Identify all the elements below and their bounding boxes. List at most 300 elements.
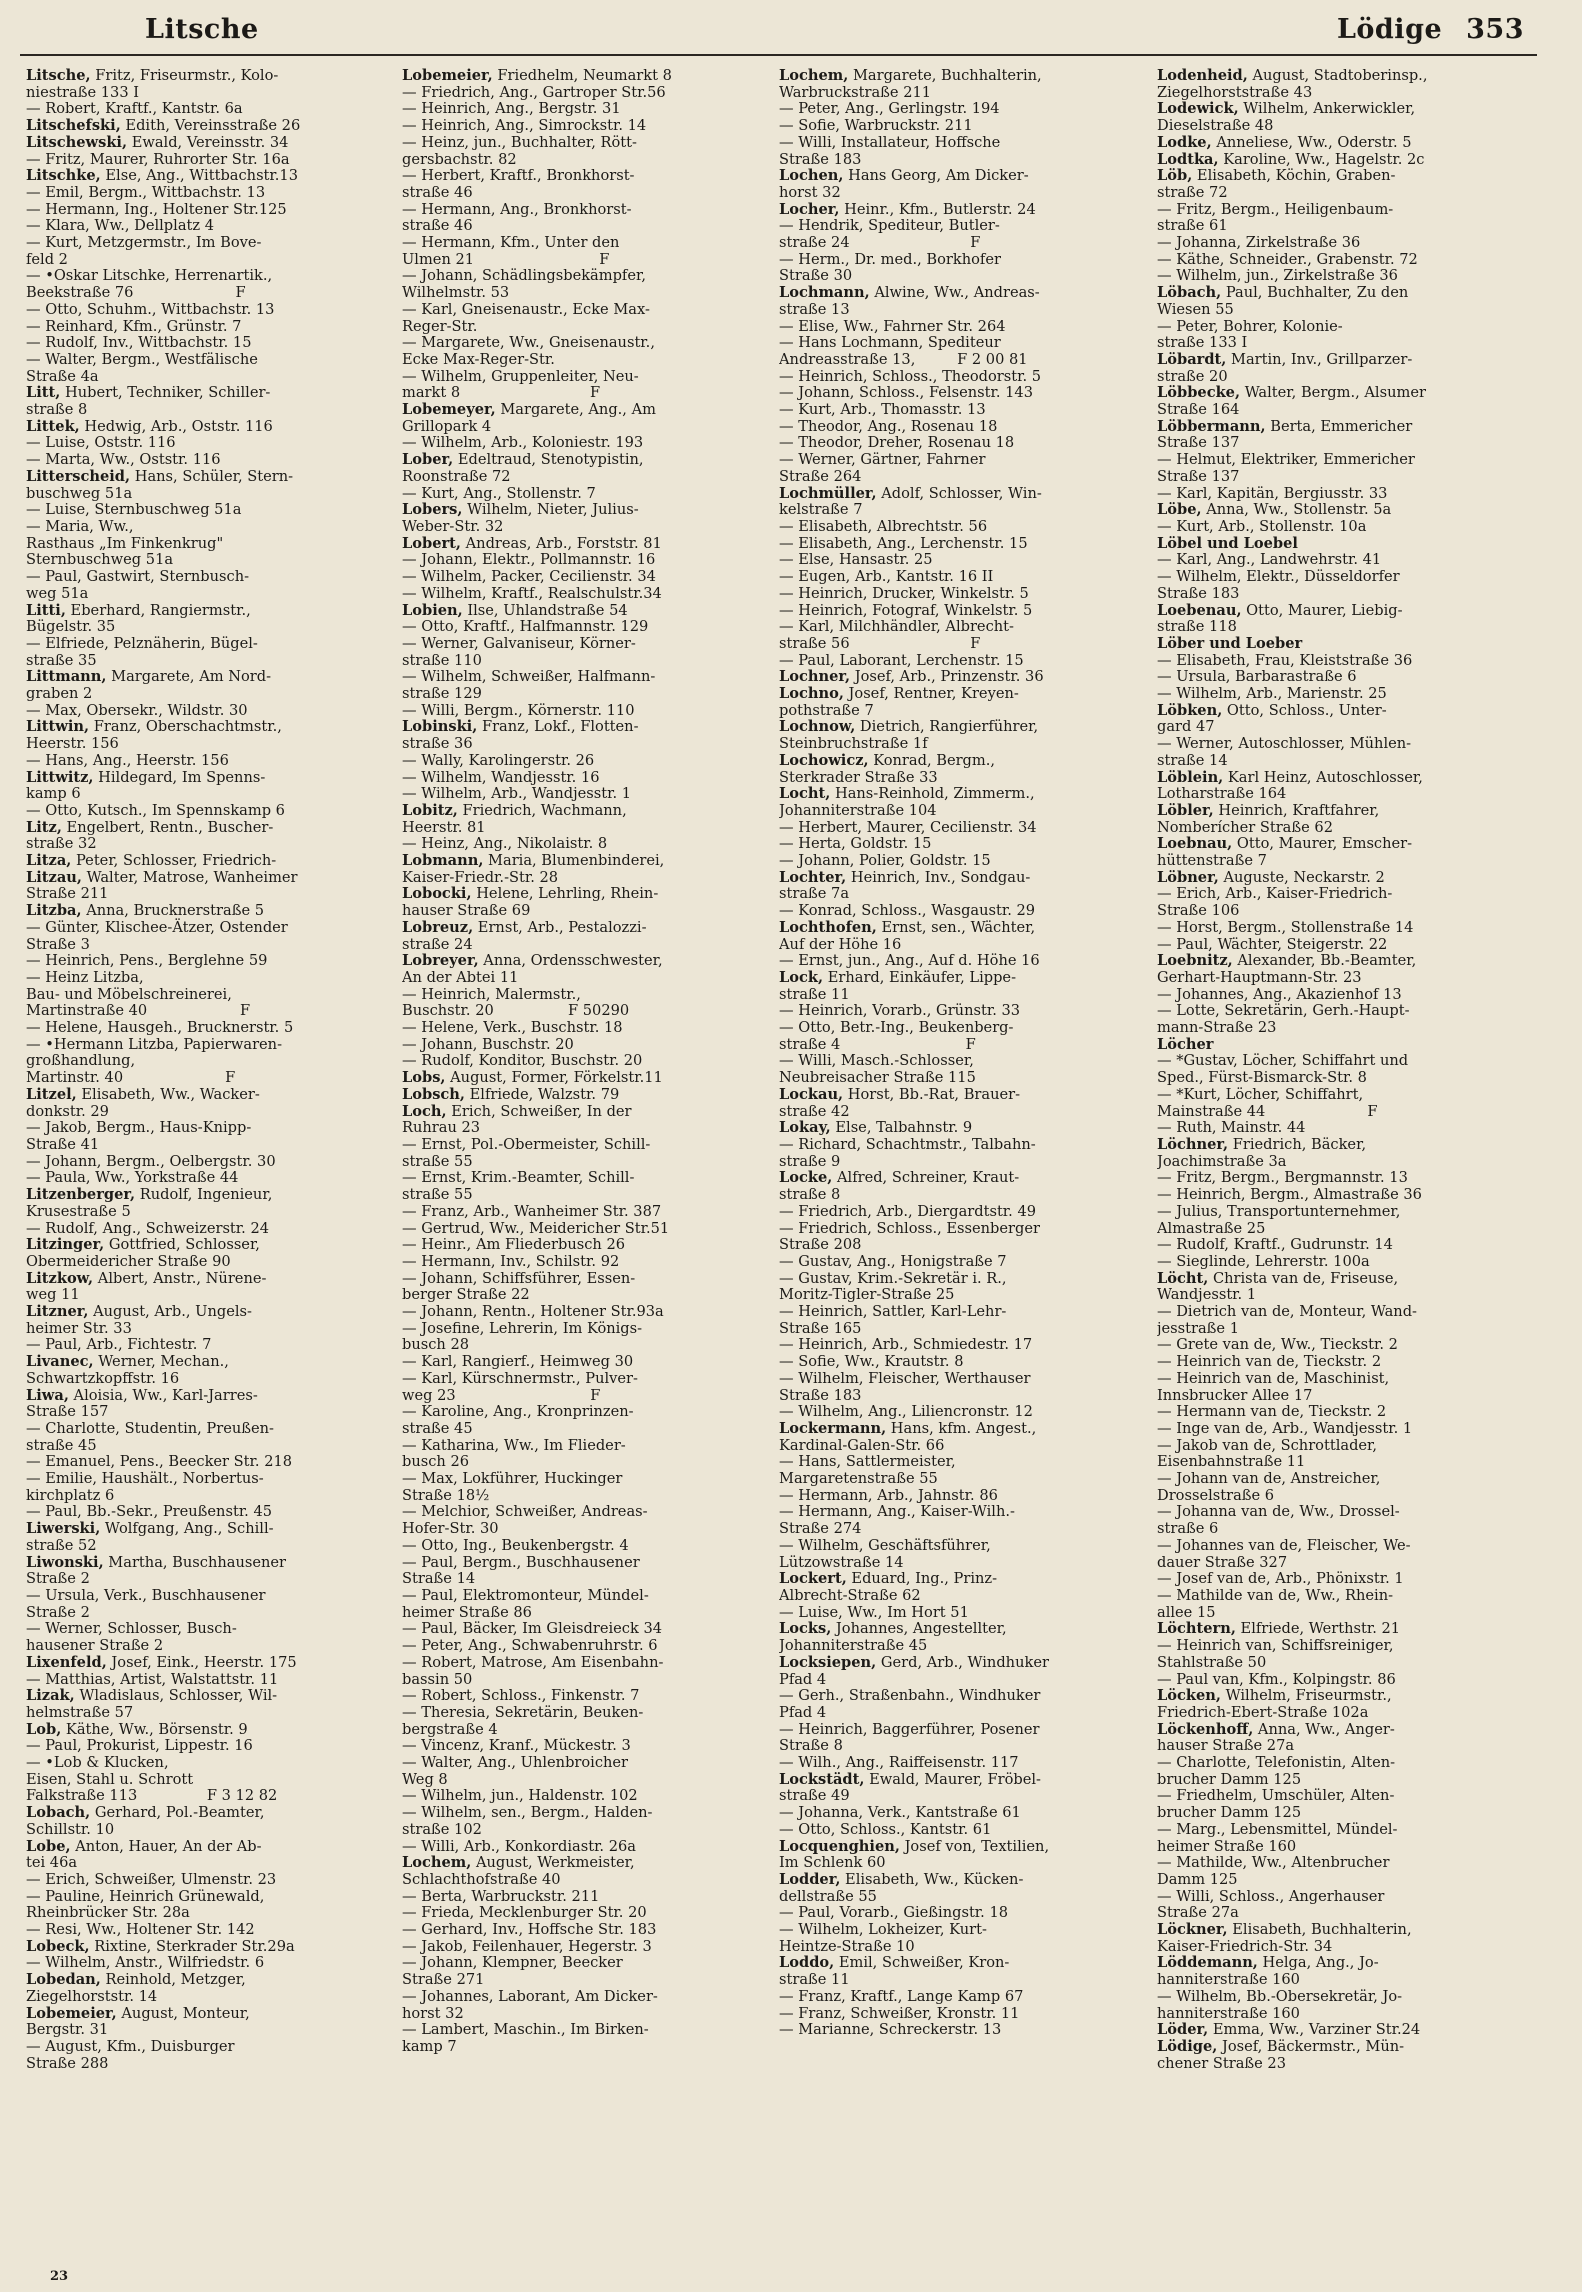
entry-details: — Paul, Arb., Fichtestr. 7	[26, 1336, 212, 1354]
entry-details: — Paul, Vorarb., Gießingstr. 18	[779, 1904, 1009, 1922]
entry-details: — Herbert, Maurer, Cecilienstr. 34	[779, 818, 1037, 836]
directory-entry	[402, 1839, 762, 1856]
directory-entry	[779, 135, 1139, 168]
directory-entry	[779, 1020, 1139, 1053]
directory-entry	[26, 1471, 386, 1504]
directory-entry	[779, 1839, 1139, 1872]
entry-details: Helga, Ang., Jo- hanniterstraße 160	[1157, 1954, 1379, 1989]
entry-details: — Heinrich, Fotograf, Winkelstr. 5	[779, 601, 1033, 619]
entry-details: — Paul, Gastwirt, Sternbusch- weg 51a	[26, 568, 250, 602]
entry-surname: Lober,	[402, 451, 454, 469]
directory-entry	[1157, 1989, 1517, 2022]
entry-surname: Lobemeier,	[26, 2004, 117, 2022]
entry-details: — Robert, Kraftf., Kantstr. 6a	[26, 100, 243, 118]
directory-entry	[779, 1822, 1139, 1839]
entry-details: — Walter, Bergm., Westfälische Straße 4a	[26, 350, 258, 385]
entry-details: — Robert, Matrose, Am Eisenbahn- bassin 50	[402, 1653, 664, 1688]
entry-details: — Elisabeth, Ang., Lerchenstr. 15	[779, 534, 1028, 552]
entry-surname: Lokay,	[779, 1119, 831, 1137]
directory-entry	[402, 1538, 762, 1555]
entry-details: — Mathilde, Ww., Altenbrucher Damm 125	[1157, 1854, 1390, 1888]
entry-surname: Litti,	[26, 601, 66, 619]
directory-entry	[26, 903, 386, 920]
entry-details: — Rudolf, Kraftf., Gudrunstr. 14	[1157, 1236, 1393, 1254]
directory-entry	[402, 669, 762, 702]
directory-entry	[402, 1922, 762, 1939]
entry-details: — Erich, Arb., Kaiser-Friedrich- Straße 106	[1157, 885, 1393, 920]
entry-details: — Heinr., Am Fliederbusch 26	[402, 1236, 626, 1254]
directory-entry	[402, 1087, 762, 1104]
directory-entry	[402, 753, 762, 770]
directory-entry	[779, 1571, 1139, 1604]
directory-entry	[402, 953, 762, 986]
directory-entry	[402, 1788, 762, 1805]
entry-details: — Hermann, Arb., Jahnstr. 86	[779, 1486, 998, 1504]
directory-entry	[402, 1321, 762, 1354]
entry-details: — Karl, Rangierf., Heimweg 30	[402, 1353, 634, 1371]
directory-entry	[1157, 636, 1517, 653]
directory-entry	[779, 619, 1139, 652]
entry-surname: Litzba,	[26, 902, 82, 920]
entry-surname: Lochowicz,	[779, 751, 869, 769]
directory-entry	[402, 101, 762, 118]
entry-details: — Wilhelm, Arb., Wandjesstr. 1	[402, 785, 632, 803]
directory-entry	[402, 636, 762, 669]
directory-entry	[779, 1337, 1139, 1354]
directory-entry	[1157, 1504, 1517, 1537]
directory-entry	[26, 1037, 386, 1087]
directory-entry	[26, 1354, 386, 1387]
entry-surname: Locquenghien,	[779, 1837, 900, 1855]
directory-entry	[1157, 2039, 1517, 2072]
entry-details: — Otto, Schuhm., Wittbachstr. 13	[26, 300, 275, 318]
entry-surname: Livanec,	[26, 1353, 94, 1371]
directory-entry	[26, 1922, 386, 1939]
column-1	[26, 68, 386, 2258]
directory-entry	[26, 1755, 386, 1805]
entry-details: Otto, Maurer, Liebig- straße 118	[1157, 601, 1403, 636]
header-right-keyword: Lödige	[1336, 14, 1443, 45]
entry-details: — *Gustav, Löcher, Schiffahrt und Sped., Fürst-Bismarck-Str. 8	[1157, 1052, 1409, 1087]
directory-entry	[1157, 502, 1517, 519]
entry-surname: Locht,	[779, 785, 831, 803]
directory-entry	[26, 502, 386, 519]
directory-entry	[779, 1304, 1139, 1337]
entry-surname: Litzner,	[26, 1303, 89, 1321]
directory-entry	[1157, 536, 1517, 553]
entry-details: — Julius, Transportunternehmer, Almastraße 25	[1157, 1202, 1401, 1237]
directory-entry	[26, 636, 386, 669]
directory-entry	[1157, 1889, 1517, 1922]
entry-details: — Luise, Oststr. 116	[26, 434, 176, 452]
entry-details: Elisabeth, Ww., Kücken- dellstraße 55	[779, 1870, 1024, 1905]
directory-entry	[779, 669, 1139, 686]
directory-entry	[779, 870, 1139, 903]
entry-details: — Johannes, Laborant, Am Dicker- horst 32	[402, 1987, 658, 2022]
entry-details: Anna, Ww., Stollenstr. 5a	[1201, 501, 1392, 519]
directory-entry	[26, 1805, 386, 1838]
entry-details: — Berta, Warbruckstr. 211	[402, 1887, 600, 1905]
directory-entry	[402, 335, 762, 368]
entry-details: Otto, Schloss., Unter- gard 47	[1157, 701, 1387, 736]
directory-entry	[402, 1688, 762, 1705]
entry-details: Hans-Reinhold, Zimmerm., Johanniterstraße 104	[779, 785, 1035, 819]
directory-entry	[1157, 1922, 1517, 1955]
entry-details: — Kurt, Metzgermstr., Im Bove- feld 2	[26, 234, 262, 268]
directory-entry	[26, 970, 386, 1020]
directory-entry	[1157, 803, 1517, 836]
entry-details: — Hermann, Ang., Kaiser-Wilh.- Straße 274	[779, 1503, 1015, 1538]
entry-details: — Matthias, Artist, Walstattstr. 11	[26, 1670, 279, 1688]
entry-details: Eberhard, Rangiermstr., Bügelstr. 35	[26, 601, 251, 636]
entry-details: — Heinrich, Arb., Schmiedestr. 17	[779, 1336, 1033, 1354]
entry-details: — Wilhelm, Schweißer, Halfmann- straße 129	[402, 668, 656, 703]
entry-surname: Löbel und Loebel	[1157, 534, 1298, 552]
entry-details: August, Werkmeister, Schlachthofstraße 40	[402, 1854, 635, 1888]
entry-details: August, Arb., Ungels- heimer Str. 33	[26, 1303, 252, 1337]
directory-entry	[402, 118, 762, 135]
directory-entry	[779, 202, 1139, 219]
entry-details: — Wilhelm, Elektr., Düsseldorfer Straße 183	[1157, 568, 1400, 602]
entry-details: Auguste, Neckarstr. 2	[1218, 868, 1385, 886]
directory-entry	[1157, 1822, 1517, 1855]
directory-entry	[1157, 235, 1517, 252]
entry-details: — Frieda, Mecklenburger Str. 20	[402, 1904, 647, 1922]
entry-surname: Locher,	[779, 200, 840, 218]
entry-details: — August, Kfm., Duisburger Straße 288	[26, 2037, 235, 2072]
directory-entry	[779, 1488, 1139, 1505]
entry-surname: Littmann,	[26, 668, 107, 686]
entry-surname: Lockau,	[779, 1085, 844, 1103]
directory-entry	[779, 1755, 1139, 1772]
entry-details: — Paul, Bäcker, Im Gleisdreieck 34	[402, 1620, 663, 1638]
directory-entry	[1157, 1254, 1517, 1271]
entry-details: — Herta, Goldstr. 15	[779, 835, 932, 853]
entry-details: Adolf, Schlosser, Win- kelstraße 7	[779, 484, 1042, 519]
directory-entry	[402, 1655, 762, 1688]
directory-entry	[26, 1020, 386, 1037]
entry-details: Konrad, Bergm., Sterkrader Straße 33	[779, 751, 996, 786]
entry-details: — Dietrich van de, Monteur, Wand- jesstraße 1	[1157, 1303, 1417, 1337]
directory-entry	[779, 218, 1139, 251]
entry-details: Ernst, sen., Wächter, Auf der Höhe 16	[779, 918, 1036, 953]
directory-entry	[779, 1254, 1139, 1271]
entry-surname: Lodke,	[1157, 133, 1212, 151]
entry-surname: Lobreuz,	[402, 918, 474, 936]
directory-entry	[26, 753, 386, 770]
directory-entry	[402, 552, 762, 569]
directory-entry	[779, 719, 1139, 752]
directory-entry	[779, 1204, 1139, 1221]
directory-entry	[779, 68, 1139, 101]
entry-details: — Hermann, Ang., Bronkhorst- straße 46	[402, 200, 632, 235]
entry-surname: Litschewski,	[26, 133, 128, 151]
entry-details: — Walter, Ang., Uhlenbroicher Weg 8	[402, 1754, 629, 1788]
directory-entry	[26, 1972, 386, 2005]
directory-entry	[402, 85, 762, 102]
directory-entry	[779, 118, 1139, 135]
entry-details: — Lambert, Maschin., Im Birken- kamp 7	[402, 2021, 649, 2055]
entry-details: Wilhelm, Nieter, Julius- Weber-Str. 32	[402, 501, 639, 535]
directory-entry	[26, 1388, 386, 1421]
entry-surname: Lochter,	[779, 868, 847, 886]
directory-entry	[1157, 202, 1517, 235]
directory-entry	[402, 569, 762, 586]
entry-details: — Maria, Ww., Rasthaus „Im Finkenkrug" Sternbuschweg 51a	[26, 517, 224, 569]
directory-entry	[1157, 1037, 1517, 1054]
directory-entry	[26, 1555, 386, 1588]
directory-entry	[779, 753, 1139, 786]
directory-entry	[1157, 1571, 1517, 1588]
directory-entry	[402, 1404, 762, 1437]
entry-surname: Löbach,	[1157, 284, 1222, 302]
directory-entry	[402, 836, 762, 853]
directory-entry	[1157, 1087, 1517, 1120]
directory-entry	[402, 1170, 762, 1203]
entry-details: Walter, Bergm., Alsumer Straße 164	[1157, 384, 1426, 419]
entry-details: Josef, Bäckermstr., Mün- chener Straße 23	[1157, 2037, 1405, 2072]
directory-entry	[1157, 1053, 1517, 1086]
directory-entry	[779, 1504, 1139, 1537]
entry-details: — Johann, Rentn., Holtener Str.93a	[402, 1303, 664, 1321]
directory-entry	[402, 586, 762, 603]
entry-details: — Helene, Hausgeh., Brucknerstr. 5	[26, 1019, 294, 1037]
entry-details: August, Monteur, Bergstr. 31	[26, 2004, 250, 2039]
entry-details: — Jakob, Bergm., Haus-Knipp- Straße 41	[26, 1119, 252, 1153]
directory-entry	[402, 619, 762, 636]
directory-entry	[402, 1204, 762, 1221]
entry-details: — Elise, Ww., Fahrner Str. 264	[779, 317, 1006, 335]
entry-details: — Rudolf, Inv., Wittbachstr. 15	[26, 334, 252, 352]
entry-details: — Wilhelm, jun., Zirkelstraße 36	[1157, 267, 1398, 285]
entry-details: Ernst, Arb., Pestalozzi- straße 24	[402, 918, 647, 953]
entry-details: — Wilhelm, sen., Bergm., Halden- straße 102	[402, 1804, 653, 1838]
directory-entry	[1157, 1003, 1517, 1036]
entry-details: Hans, kfm. Angest., Kardinal-Galen-Str. 66	[779, 1419, 1037, 1454]
entry-details: Karl Heinz, Autoschlosser, Lotharstraße 164	[1157, 768, 1423, 803]
entry-surname: Lobemeyer,	[402, 401, 496, 419]
directory-entry	[26, 1955, 386, 1972]
directory-entry	[26, 152, 386, 169]
entry-surname: Liwa,	[26, 1386, 69, 1404]
directory-entry	[779, 1120, 1139, 1137]
entry-details: — •Oskar Litschke, Herrenartik., Beekstraße 76 F	[26, 267, 273, 302]
entry-details: — Theodor, Dreher, Rosenau 18	[779, 434, 1015, 452]
entry-details: — Rudolf, Ang., Schweizerstr. 24	[26, 1219, 270, 1237]
entry-details: — Max, Obersekr., Wildstr. 30	[26, 701, 248, 719]
entry-details: — Hermann, Ing., Holtener Str.125	[26, 200, 287, 218]
entry-details: — Marianne, Schreckerstr. 13	[779, 2021, 1002, 2039]
entry-surname: Lobers,	[402, 501, 463, 519]
entry-details: — Wilhelm, Bb.-Obersekretär, Jo- hanniterstraße 160	[1157, 1987, 1403, 2022]
entry-surname: Lobinski,	[402, 718, 478, 736]
entry-details: Wilhelm, Ankerwickler, Dieselstraße 48	[1157, 100, 1416, 135]
entry-surname: Litz,	[26, 818, 62, 836]
entry-surname: Littek,	[26, 417, 80, 435]
directory-entry	[26, 352, 386, 385]
directory-entry	[26, 1588, 386, 1621]
directory-entry	[1157, 1638, 1517, 1671]
entry-details: Friedrich, Bäcker, Joachimstraße 3a	[1157, 1136, 1367, 1170]
directory-entry	[1157, 1672, 1517, 1689]
directory-entry	[1157, 1722, 1517, 1755]
directory-entry	[1157, 319, 1517, 352]
directory-entry	[402, 1020, 762, 1037]
entry-details: — Heinrich, Vorarb., Grünstr. 33	[779, 1002, 1021, 1020]
entry-details: Josef, Rentner, Kreyen- pothstraße 7	[779, 685, 1019, 719]
directory-entry	[402, 452, 762, 485]
entry-details: — Theresia, Sekretärin, Beuken- bergstraße 4	[402, 1703, 644, 1738]
directory-entry	[779, 168, 1139, 201]
directory-entry	[1157, 870, 1517, 887]
entry-details: — Franz, Arb., Wanheimer Str. 387	[402, 1202, 662, 1220]
entry-details: — Herm., Dr. med., Borkhofer Straße 30	[779, 250, 1001, 285]
directory-entry	[402, 1855, 762, 1888]
directory-entry	[779, 1905, 1139, 1922]
entry-details: Rixtine, Sterkrader Str.29a	[89, 1937, 295, 1955]
entry-details: — Otto, Ing., Beukenbergstr. 4	[402, 1536, 629, 1554]
directory-entry	[402, 502, 762, 535]
entry-surname: Liwerski,	[26, 1520, 101, 1538]
entry-details: — Wally, Karolingerstr. 26	[402, 751, 595, 769]
directory-entry	[26, 1087, 386, 1120]
entry-surname: Lochner,	[779, 668, 851, 686]
directory-entry	[402, 1738, 762, 1755]
entry-details: Margarete, Ang., Am Grillopark 4	[402, 401, 656, 435]
directory-entry	[402, 770, 762, 787]
directory-entry	[779, 1989, 1139, 2006]
directory-entry	[779, 435, 1139, 452]
entry-details: — Friedrich, Schloss., Essenberger Straße 208	[779, 1219, 1040, 1254]
directory-entry	[1157, 1421, 1517, 1438]
entry-surname: Lodtka,	[1157, 150, 1219, 168]
entry-details: — Otto, Kutsch., Im Spennskamp 6	[26, 801, 285, 819]
entry-surname: Lizak,	[26, 1687, 75, 1705]
entry-details: Ewald, Vereinsstr. 34	[127, 133, 289, 151]
directory-entry	[402, 1237, 762, 1254]
entry-details: — Werner, Schlosser, Busch- hausener Straße 2	[26, 1620, 237, 1655]
directory-entry	[26, 2006, 386, 2039]
directory-entry	[402, 1638, 762, 1655]
directory-entry	[26, 1237, 386, 1270]
directory-entry	[402, 1705, 762, 1738]
entry-details: Hedwig, Arb., Oststr. 116	[79, 417, 273, 435]
entry-details: — Luise, Ww., Im Hort 51	[779, 1603, 969, 1621]
entry-surname: Löckner,	[1157, 1921, 1228, 1939]
directory-entry	[779, 1605, 1139, 1622]
directory-entry	[1157, 168, 1517, 201]
entry-details: — Hermann, Inv., Schilstr. 92	[402, 1252, 620, 1270]
entry-details: Anna, Ww., Anger- hauser Straße 27a	[1157, 1720, 1395, 1755]
entry-details: — Johann, Elektr., Pollmannstr. 16	[402, 551, 656, 569]
entry-surname: Lock,	[779, 968, 824, 986]
entry-details: — Wilhelm, Ang., Liliencronstr. 12	[779, 1403, 1033, 1421]
directory-entry	[402, 1805, 762, 1838]
entry-details: — Otto, Betr.-Ing., Beukenberg- straße 4 F	[779, 1019, 1014, 1053]
header-rule	[20, 54, 1537, 56]
directory-entry	[402, 486, 762, 503]
directory-entry	[26, 1421, 386, 1454]
directory-entry	[1157, 1438, 1517, 1471]
directory-entry	[26, 268, 386, 301]
entry-surname: Lochno,	[779, 685, 844, 703]
directory-entry	[402, 803, 762, 836]
directory-entry	[402, 1621, 762, 1638]
directory-entry	[402, 1137, 762, 1170]
entry-details: — Wilhelm, Arb., Marienstr. 25	[1157, 685, 1387, 703]
entry-details: — Kurt, Arb., Stollenstr. 10a	[1157, 517, 1367, 535]
directory-entry	[1157, 1404, 1517, 1421]
directory-entry	[26, 1337, 386, 1354]
directory-entry	[779, 970, 1139, 1003]
entry-details: Engelbert, Rentn., Buscher- straße 32	[26, 818, 274, 853]
directory-entry	[779, 1053, 1139, 1086]
entry-surname: Littwin,	[26, 718, 90, 736]
entry-surname: Lobitz,	[402, 801, 458, 819]
entry-details: — Johann, Bergm., Oelbergstr. 30	[26, 1152, 276, 1170]
directory-entry	[1157, 1187, 1517, 1204]
directory-entry	[26, 385, 386, 418]
entry-surname: Löb,	[1157, 167, 1193, 185]
entry-details: — Melchior, Schweißer, Andreas- Hofer-Str. 30	[402, 1503, 648, 1538]
entry-surname: Löcher	[1157, 1035, 1214, 1053]
directory-entry	[779, 369, 1139, 386]
directory-entry	[1157, 1237, 1517, 1254]
page-number: 353	[1466, 14, 1524, 45]
directory-entry	[779, 603, 1139, 620]
directory-entry	[779, 385, 1139, 402]
directory-entry	[26, 1170, 386, 1187]
directory-entry	[779, 2022, 1139, 2039]
directory-entry	[402, 1504, 762, 1537]
entry-details: — Heinrich van de, Maschinist, Innsbrucker Allee 17	[1157, 1369, 1390, 1404]
entry-details: — Franz, Kraftf., Lange Kamp 67	[779, 1987, 1024, 2005]
entry-details: — Karl, Ang., Landwehrstr. 41	[1157, 551, 1382, 569]
entry-surname: Lobe,	[26, 1837, 71, 1855]
entry-details: Anton, Hauer, An der Ab- tei 46a	[26, 1837, 262, 1872]
entry-surname: Litzkow,	[26, 1269, 94, 1287]
directory-entry	[402, 68, 762, 85]
entry-surname: Löchner,	[1157, 1136, 1229, 1153]
entry-details: Martha, Buschhausener Straße 2	[26, 1553, 286, 1588]
entry-details: — Werner, Autoschlosser, Mühlen- straße 14	[1157, 735, 1412, 769]
entry-details: — Heinz, Ang., Nikolaistr. 8	[402, 835, 608, 853]
directory-entry	[1157, 703, 1517, 736]
directory-entry	[1157, 569, 1517, 602]
entry-details: — Karl, Gneisenaustr., Ecke Max- Reger-Str.	[402, 300, 650, 335]
directory-entry	[1157, 603, 1517, 636]
entry-surname: Litza,	[26, 852, 72, 870]
directory-entry	[1157, 1271, 1517, 1304]
entry-surname: Liwonski,	[26, 1553, 104, 1571]
directory-entry	[779, 1087, 1139, 1120]
entry-details: — Gerhard, Inv., Hoffsche Str. 183	[402, 1921, 657, 1939]
entry-surname: Lochmüller,	[779, 484, 877, 502]
entry-details: Josef von, Textilien, Im Schlenk 60	[779, 1837, 1050, 1872]
entry-surname: Lobert,	[402, 534, 461, 552]
entry-details: — Max, Lokführer, Huckinger Straße 18½	[402, 1470, 623, 1504]
directory-entry	[402, 135, 762, 168]
entry-surname: Locksiepen,	[779, 1653, 877, 1671]
entry-details: Aloisia, Ww., Karl-Jarres- Straße 157	[26, 1386, 258, 1421]
entry-details: — Elisabeth, Frau, Kleiststraße 36	[1157, 651, 1413, 669]
entry-surname: Lobedan,	[26, 1971, 101, 1989]
entry-details: — Peter, Ang., Gerlingstr. 194	[779, 100, 1000, 118]
directory-entry	[402, 1254, 762, 1271]
entry-details: — Josefine, Lehrerin, Im Königs- busch 28	[402, 1319, 643, 1354]
entry-details: Karoline, Ww., Hagelstr. 2c	[1218, 150, 1425, 168]
entry-details: — Johannes, Ang., Akazienhof 13	[1157, 985, 1402, 1003]
